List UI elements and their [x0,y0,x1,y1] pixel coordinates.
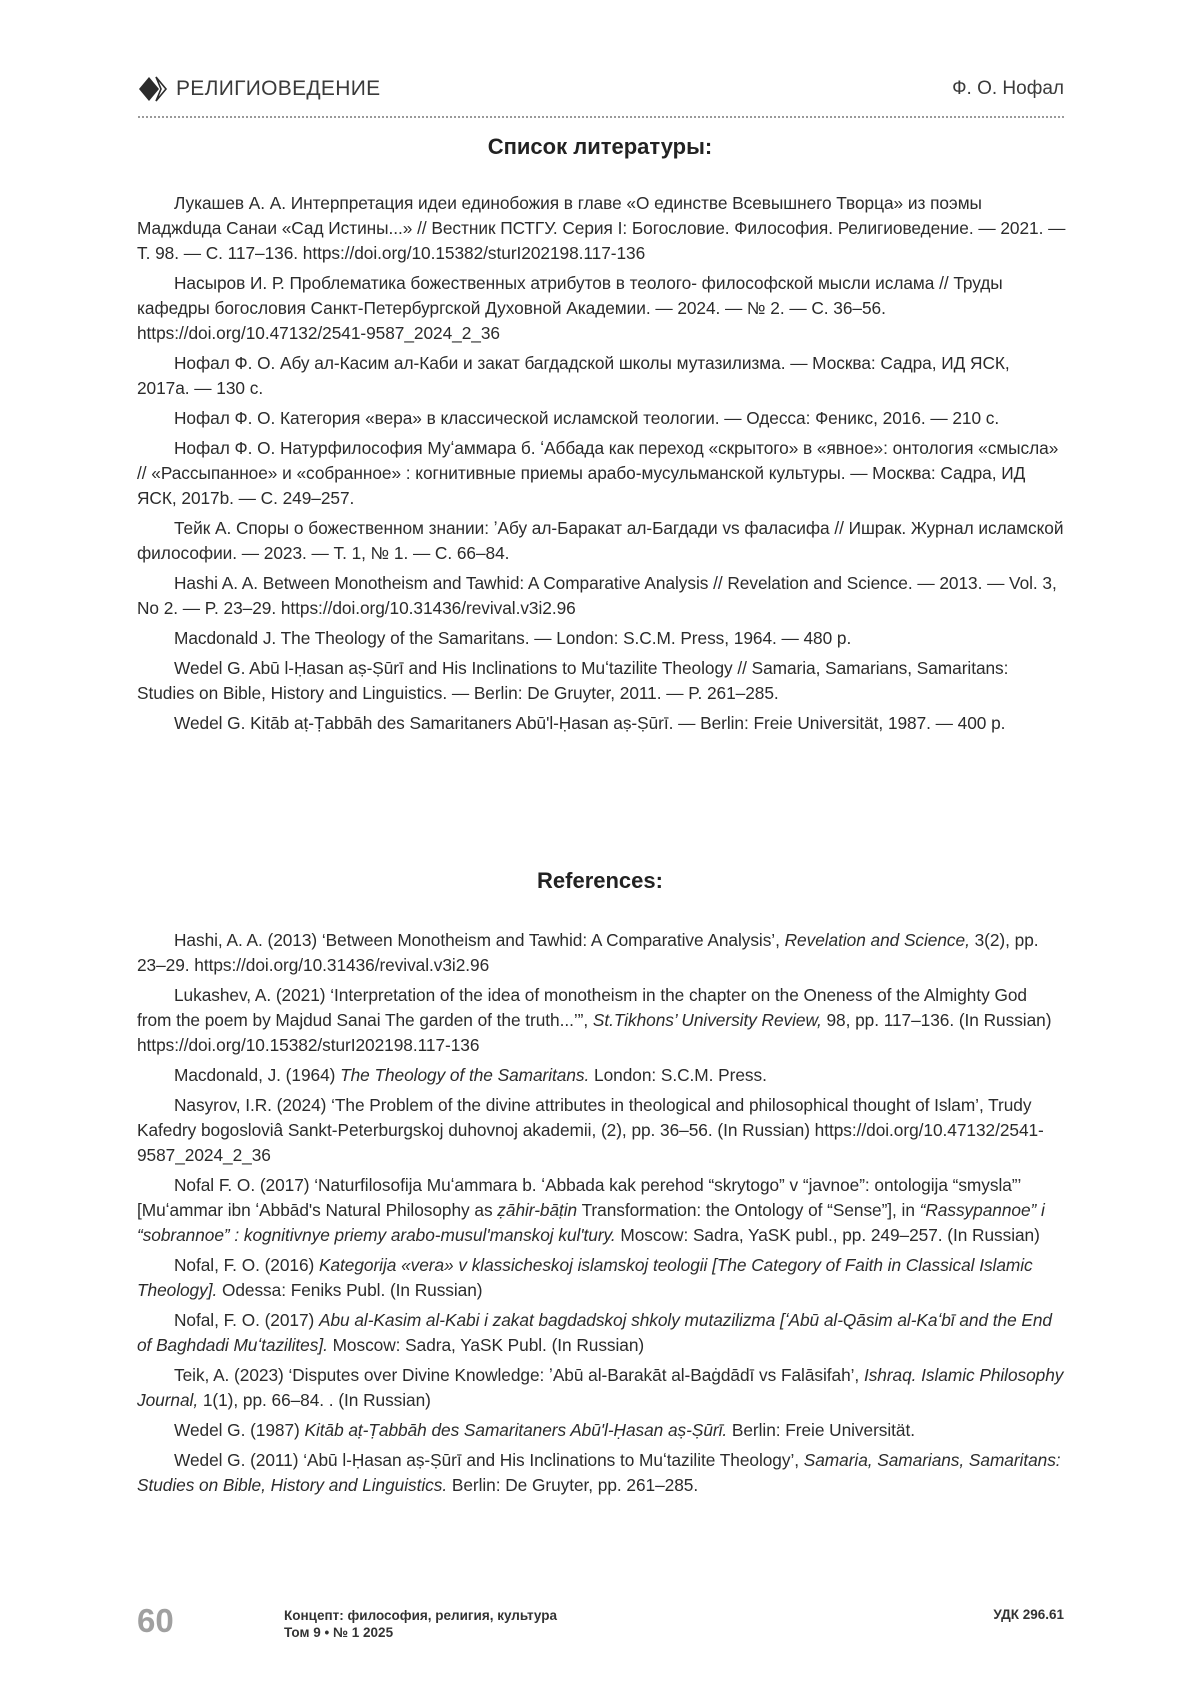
en-reference-item [137,1448,1066,1498]
reference-text: Nofal, F. O. (2017) [174,1310,319,1330]
udc-code: УДК 296.61 [993,1607,1064,1622]
ru-reference-list [137,191,1066,741]
reference-text: Wedel G. (2011) ‘Abū l-Ḥasan aṣ-Ṣūrī and His Inclinations to Muʻtazilite Theology’, [174,1450,804,1470]
reference-text: 1(1), pp. 66–84. . (In Russian) [198,1390,431,1410]
ru-reference-item: Тейк А. Споры о божественном знании: ʼАбу ал-Баракат ал-Багдади vs фаласифа // Ишрак. Журнал исламской философии. — 2023. — Т. 1, № 1. — С. 66–84. [137,518,1064,563]
ru-references-title: Список литературы: [487,134,713,159]
bullet-separator: • [324,1625,330,1640]
reference-text: Nofal, F. O. (2016) [174,1255,319,1275]
ru-reference-item: Нофал Ф. О. Натурфилософия Муʻаммара б. ʻАббада как переход «скрытого» в «явное»: онтология «смысла» // «Рассыпанное» и «собранное» : когнитивные приемы арабо-мусульманской культуры. — Москва: Садра, ИД ЯСК, 2017b. — С. 249–257. [137,438,1059,508]
en-reference-item [137,1308,1066,1358]
reference-italic: Samaria, Samarians, Samaritans: Studies on Bible, History and Linguistics. [137,1450,1061,1495]
ru-reference-item: Нофал Ф. О. Категория «вера» в классической исламской теологии. — Одесса: Феникс, 2016. — 210 с. [174,408,1000,428]
reference-text: Nofal F. O. (2017) ‘Naturfilosofija Muʻammara b. ʻAbbada kak perehod “skrytogo” v “javnoe”: ontologija “smysla”’ [Muʻammar ibn ʻAbbād's Natural Philosophy as [137,1175,1021,1220]
reference-text: Hashi, A. A. (2013) ‘Between Monotheism and Tawhid: A Comparative Analysis’, [174,930,785,950]
journal-issue [284,1624,557,1641]
ru-reference-item: Macdonald J. The Theology of the Samaritans. — London: S.C.M. Press, 1964. — 480 p. [174,628,852,648]
rubric [138,76,380,102]
en-reference-item [137,1418,1066,1443]
reference-text: Transformation: the Ontology of “Sense”], in [577,1200,920,1220]
ru-reference-item: Wedel G. Abū l-Ḥasan aṣ-Ṣūrī and His Inclinations to Muʻtazilite Theology // Samaria, Samarians, Samaritans: Studies on Bible, History and Linguistics. — Berlin: De Gruyter, 2011. — P. 261–285. [137,658,1009,703]
en-reference-list [137,928,1066,1503]
reference-text: 3(2), pp. 23–29. https://doi.org/10.31436/revival.v3i2.96 [137,930,1039,975]
reference-italic: Kategorija «vera» v klassicheskoj islamskoj teologii [The Category of Faith in Classical Islamic Theology]. [137,1255,1033,1300]
en-references-title: References: [537,868,663,893]
reference-italic: ẓāhir-bāṭin [497,1200,578,1220]
reference-text: Teik, A. (2023) ‘Disputes over Divine Knowledge: ʼAbū al-Barakāt al-Baġdādī vs Falāsifah’, [174,1365,864,1385]
en-reference-item [137,1253,1066,1303]
en-reference-item [137,1173,1066,1248]
reference-italic: “Rassypannoe” i “sobrannoe” : kognitivnye priemy arabo-musul'manskoj kul'tury. [137,1200,1045,1245]
reference-text: Nasyrov, I.R. (2024) ‘The Problem of the divine attributes in theological and philosophical thought of Islam’, Trudy Kafedry bogosloviâ Sankt-Peterburgskoj duhovnoj akademii, (2), pp. 36–56. (In Russian) https://doi.org/10.47132/2541-9587_2024_2_36 [137,1095,1044,1165]
reference-text: Odessa: Feniks Publ. (In Russian) [217,1280,483,1300]
en-reference-item [137,928,1066,978]
reference-italic: The Theology of the Samaritans. [340,1065,590,1085]
reference-text: London: S.C.M. Press. [589,1065,767,1085]
reference-text: Berlin: De Gruyter, pp. 261–285. [447,1475,699,1495]
page-number: 60 [137,1602,174,1639]
rubric-label: РЕЛИГИОВЕДЕНИЕ [176,77,381,100]
ru-reference-item: Wedel G. Kitāb aṭ-Ṭabbāh des Samaritaners Abū'l-Ḥasan aṣ-Ṣūrī. — Berlin: Freie Universität, 1987. — 400 p. [174,713,1006,733]
reference-italic: Ishraq. Islamic Philosophy Journal, [137,1365,1064,1410]
reference-italic: Abu al-Kasim al-Kabi i zakat bagdadskoj shkoly mutazilizma [ʻAbū al-Qāsim al-Kaʻbī and the End of Baghdadi Muʻtazilites]. [137,1310,1052,1355]
reference-text: Wedel G. (1987) [174,1420,305,1440]
reference-italic: Revelation and Science, [784,930,970,950]
reference-text: Moscow: Sadra, YaSK publ., pp. 249–257. (In Russian) [615,1225,1040,1245]
en-reference-item [137,983,1066,1058]
reference-text: Berlin: Freie Universität. [727,1420,915,1440]
ru-reference-item: Насыров И. Р. Проблематика божественных атрибутов в теолого- философской мысли ислама // Труды кафедры богословия Санкт-Петербургской Духовной Академии. — 2024. — № 2. — С. 36–56. https://doi.org/10.47132/2541-9587_2024_2_36 [137,273,1003,343]
reference-text: Macdonald, J. (1964) [174,1065,341,1085]
journal-info [284,1607,557,1641]
reference-text: Lukashev, A. (2021) ‘Interpretation of the idea of monotheism in the chapter on the Oneness of the Almighty God from the poem by Majdud Sanai The garden of the truth...’”, [137,985,1027,1030]
running-author: Ф. О. Нофал [952,78,1064,99]
reference-text: 98, pp. 117–136. (In Russian) https://doi.org/10.15382/sturI202198.117-136 [137,1010,1052,1055]
en-reference-item [137,1363,1066,1413]
running-header [138,72,1064,118]
journal-issue-number: № 1 2025 [332,1625,394,1640]
page-footer [137,1602,1064,1646]
ru-reference-item: Лукашев А. А. Интерпретация идеи единобожия в главе «О единстве Всевышнего Творца» из поэмы Маджduда Санаи «Сад Истины...» // Вестник ПСТГУ. Серия I: Богословие. Философия. Религиоведение. — 2021. — Т. 98. — С. 117–136. https://doi.org/10.15382/sturI202198.117-136 [137,193,1066,263]
en-reference-item [137,1093,1066,1168]
rubric-diamond-icon [138,76,168,102]
reference-text: Moscow: Sadra, YaSK Publ. (In Russian) [327,1335,645,1355]
en-reference-item [137,1063,1066,1088]
ru-reference-item: Hashi A. A. Between Monotheism and Tawhid: A Comparative Analysis // Revelation and Science. — 2013. — Vol. 3, No 2. — P. 23–29. https://doi.org/10.31436/revival.v3i2.96 [137,573,1057,618]
journal-title: Концепт: философия, религия, культура [284,1608,558,1623]
reference-italic: St.Tikhons’ University Review, [592,1010,822,1030]
reference-italic: Kitāb aṭ-Ṭabbāh des Samaritaners Abū'l-Ḥasan aṣ-Ṣūrī. [304,1420,728,1440]
ru-reference-item: Нофал Ф. О. Абу ал-Касим ал-Каби и закат багдадской школы мутазилизма. — Москва: Садра, ИД ЯСК, 2017a. — 130 с. [137,353,1010,398]
journal-volume: Том 9 [284,1625,321,1640]
